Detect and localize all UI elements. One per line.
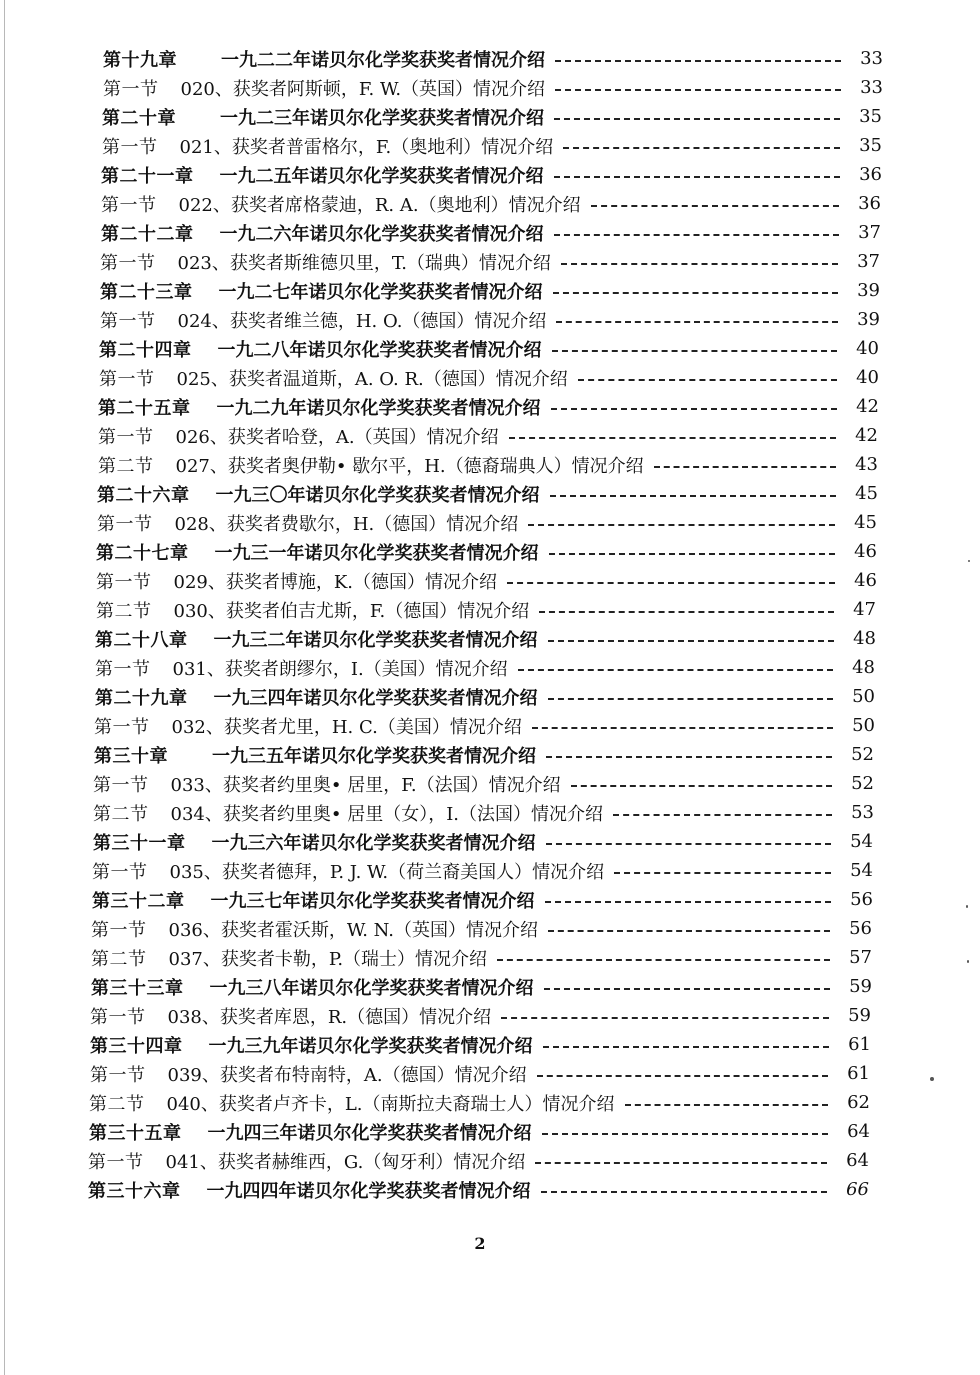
toc-entry-title: 一九二五年诺贝尔化学奖获奖者情况介绍	[219, 165, 544, 187]
toc-page-number: 64	[846, 1150, 869, 1171]
dot-leader	[545, 901, 832, 903]
toc-entry-label: 第三十五章	[89, 1122, 182, 1144]
toc-entry-label: 第一节	[99, 368, 155, 390]
toc-section-row	[0, 1146, 980, 1175]
toc-chapter-row	[0, 1117, 980, 1146]
scan-speck	[967, 960, 969, 963]
toc-entry-label: 第一节	[101, 194, 157, 216]
toc-entry-title: 一九三六年诺贝尔化学奖获奖者情况介绍	[211, 832, 536, 854]
toc-page-number: 52	[851, 773, 874, 794]
toc-entry-label: 第一节	[100, 252, 156, 274]
toc-section-row	[0, 653, 980, 682]
toc-page-number: 37	[857, 251, 880, 272]
toc-entry-label: 第三十三章	[91, 977, 184, 999]
toc-chapter-row	[0, 885, 980, 914]
dot-leader	[578, 379, 837, 381]
toc-entry-title: 一九三九年诺贝尔化学奖获奖者情况介绍	[208, 1035, 533, 1057]
toc-entry-label: 第一节	[90, 1006, 146, 1028]
toc-entry-label: 第三十六章	[88, 1180, 181, 1202]
toc-page-number: 59	[849, 976, 872, 997]
toc-page-number: 39	[857, 309, 880, 330]
toc-entry-title: 038、获奖者库恩，R.（德国）情况介绍	[167, 1006, 492, 1028]
dot-leader	[561, 263, 838, 265]
toc-entry-title: 一九三五年诺贝尔化学奖获奖者情况介绍	[212, 745, 536, 767]
dot-leader	[537, 1075, 828, 1077]
toc-page-number: 40	[856, 338, 879, 359]
toc-page-number: 35	[859, 106, 882, 127]
toc-page-number: 33	[860, 77, 883, 98]
dot-leader	[591, 205, 839, 207]
toc-chapter-row	[0, 682, 980, 711]
toc-page-number: 36	[858, 193, 881, 214]
toc-section-row	[0, 595, 980, 624]
toc-entry-title: 033、获奖者约里奥• 居里，F.（法国）情况介绍	[170, 774, 561, 796]
dot-leader	[549, 553, 836, 555]
toc-chapter-row	[0, 392, 980, 421]
toc-section-row	[0, 711, 980, 740]
toc-page-number: 66	[846, 1179, 869, 1200]
toc-entry-label: 第一节	[88, 1151, 144, 1173]
toc-page-number: 36	[859, 164, 882, 185]
toc-entry-label: 第二十六章	[97, 484, 190, 506]
toc-entry-title: 034、获奖者约里奥• 居里（女），I.（法国）情况介绍	[170, 803, 604, 825]
toc-entry-title: 025、获奖者温道斯，A. O. R.（德国）情况介绍	[176, 368, 568, 390]
toc-entry-label: 第一节	[92, 861, 148, 883]
toc-entry-label: 第二十二章	[101, 223, 194, 245]
dot-leader	[548, 698, 834, 700]
toc-entry-label: 第三十章	[94, 745, 168, 767]
toc-page-number: 45	[855, 483, 878, 504]
toc-page-number: 45	[854, 512, 877, 533]
toc-chapter-row	[0, 218, 980, 247]
toc-chapter-row	[0, 102, 980, 131]
toc-entry-title: 028、获奖者费歇尔，H.（德国）情况介绍	[174, 513, 519, 535]
toc-section-row	[0, 798, 980, 827]
toc-entry-title: 035、获奖者德拜，P. J. W.（荷兰裔美国人）情况介绍	[169, 861, 605, 883]
dot-leader	[554, 234, 840, 236]
dot-leader	[550, 495, 837, 497]
toc-page-number: 48	[853, 628, 876, 649]
toc-section-row	[0, 73, 980, 102]
dot-leader	[507, 582, 835, 584]
dot-leader	[551, 408, 838, 410]
dot-leader	[518, 669, 833, 671]
toc-section-row	[0, 566, 980, 595]
toc-entry-title: 037、获奖者卡勒，P.（瑞士）情况介绍	[168, 948, 488, 970]
toc-chapter-row	[0, 1030, 980, 1059]
toc-section-row	[0, 421, 980, 450]
toc-chapter-row	[0, 537, 980, 566]
toc-page-number: 47	[853, 599, 876, 620]
toc-section-row	[0, 914, 980, 943]
toc-section-row	[0, 769, 980, 798]
toc-chapter-row	[0, 624, 980, 653]
toc-entry-title: 039、获奖者布特南特，A.（德国）情况介绍	[167, 1064, 527, 1086]
toc-entry-label: 第二十九章	[95, 687, 188, 709]
dot-leader	[613, 814, 832, 816]
toc-page-number: 56	[849, 918, 872, 939]
toc-page-number: 52	[851, 744, 874, 765]
dot-leader	[552, 350, 838, 352]
scan-speck	[966, 905, 968, 908]
toc-entry-label: 第二十章	[102, 107, 176, 129]
toc-entry-label: 第一节	[98, 426, 154, 448]
dot-leader	[541, 1191, 828, 1193]
toc-entry-title: 040、获奖者卢齐卡，L.（南斯拉夫裔瑞士人）情况介绍	[166, 1093, 615, 1115]
toc-entry-title: 031、获奖者朗缪尔，I.（美国）情况介绍	[172, 658, 508, 680]
toc-entry-title: 一九二七年诺贝尔化学奖获奖者情况介绍	[218, 281, 543, 303]
toc-entry-label: 第二节	[89, 1093, 145, 1115]
toc-entry-label: 第二节	[91, 948, 147, 970]
dot-leader	[554, 176, 841, 178]
toc-section-row	[0, 450, 980, 479]
toc-entry-title: 027、获奖者奥伊勒• 歇尔平，H.（德裔瑞典人）情况介绍	[175, 455, 644, 477]
toc-page-number: 43	[855, 454, 878, 475]
toc-page-number: 46	[854, 570, 877, 591]
toc-entry-label: 第一节	[94, 716, 150, 738]
toc-chapter-row	[0, 334, 980, 363]
toc-entry-title: 一九二二年诺贝尔化学奖获奖者情况介绍	[221, 49, 545, 71]
toc-section-row	[0, 131, 980, 160]
toc-entry-title: 一九三〇年诺贝尔化学奖获奖者情况介绍	[215, 484, 540, 506]
toc-entry-label: 第二节	[93, 803, 149, 825]
toc-entry-title: 一九二八年诺贝尔化学奖获奖者情况介绍	[217, 339, 542, 361]
dot-leader	[625, 1104, 828, 1106]
toc-entry-title: 020、获奖者阿斯顿，F. W.（英国）情况介绍	[180, 78, 546, 100]
dot-leader	[543, 1046, 830, 1048]
toc-chapter-row	[0, 479, 980, 508]
toc-entry-title: 022、获奖者席格蒙迪，R. A.（奥地利）情况介绍	[178, 194, 581, 216]
toc-entry-title: 一九二六年诺贝尔化学奖获奖者情况介绍	[219, 223, 544, 245]
toc-entry-label: 第二十四章	[99, 339, 192, 361]
toc-page-number: 54	[850, 860, 873, 881]
toc-entry-label: 第一节	[96, 571, 152, 593]
toc-section-row	[0, 363, 980, 392]
toc-section-row	[0, 856, 980, 885]
toc-page-number: 54	[850, 831, 873, 852]
toc-entry-label: 第一节	[90, 1064, 146, 1086]
toc-chapter-row	[0, 160, 980, 189]
toc-entry-label: 第二十八章	[95, 629, 188, 651]
toc-page-number: 50	[852, 715, 875, 736]
toc-page-number: 42	[856, 396, 879, 417]
toc-entry-title: 030、获奖者伯吉尤斯，F.（德国）情况介绍	[173, 600, 530, 622]
table-of-contents	[0, 44, 980, 1204]
dot-leader	[553, 292, 839, 294]
toc-page-number: 33	[860, 48, 883, 69]
toc-entry-title: 一九三七年诺贝尔化学奖获奖者情况介绍	[210, 890, 535, 912]
dot-leader	[542, 1133, 829, 1135]
toc-section-row	[0, 1088, 980, 1117]
toc-entry-label: 第一节	[91, 919, 147, 941]
toc-page-number: 57	[849, 947, 872, 968]
toc-section-row	[0, 247, 980, 276]
toc-entry-label: 第二节	[96, 600, 152, 622]
dot-leader	[532, 727, 833, 729]
toc-entry-title: 036、获奖者霍沃斯，W. N.（英国）情况介绍	[168, 919, 538, 941]
dot-leader	[535, 1162, 827, 1164]
toc-section-row	[0, 943, 980, 972]
dot-leader	[571, 785, 832, 787]
toc-chapter-row	[0, 740, 980, 769]
toc-page-number: 35	[859, 135, 882, 156]
dot-leader	[528, 524, 835, 526]
dot-leader	[544, 988, 831, 990]
toc-page-number: 61	[848, 1034, 871, 1055]
toc-entry-title: 029、获奖者博施，K.（德国）情况介绍	[173, 571, 498, 593]
toc-section-row	[0, 508, 980, 537]
toc-entry-title: 024、获奖者维兰德，H. O.（德国）情况介绍	[177, 310, 547, 332]
toc-page-number: 37	[858, 222, 881, 243]
toc-page-number: 50	[852, 686, 875, 707]
toc-entry-title: 一九二九年诺贝尔化学奖获奖者情况介绍	[216, 397, 541, 419]
toc-section-row	[0, 1059, 980, 1088]
toc-chapter-row	[0, 1175, 980, 1204]
dot-leader	[614, 872, 831, 874]
toc-entry-label: 第二十三章	[100, 281, 193, 303]
toc-page-number: 59	[848, 1005, 871, 1026]
dot-leader	[501, 1017, 829, 1019]
dot-leader	[548, 930, 830, 932]
toc-entry-label: 第三十四章	[90, 1035, 183, 1057]
toc-entry-label: 第三十二章	[92, 890, 185, 912]
toc-chapter-row	[0, 276, 980, 305]
toc-entry-title: 041、获奖者赫维西，G.（匈牙利）情况介绍	[165, 1151, 526, 1173]
toc-chapter-row	[0, 972, 980, 1001]
dot-leader	[556, 321, 838, 323]
toc-page-number: 64	[847, 1121, 870, 1142]
dot-leader	[654, 466, 836, 468]
dot-leader	[546, 756, 832, 758]
toc-entry-title: 一九三二年诺贝尔化学奖获奖者情况介绍	[213, 629, 538, 651]
toc-entry-label: 第一节	[102, 136, 158, 158]
toc-entry-title: 023、获奖者斯维德贝里，T.（瑞典）情况介绍	[177, 252, 551, 274]
scan-speck	[968, 560, 970, 562]
dot-leader	[563, 147, 840, 149]
toc-page-number: 39	[857, 280, 880, 301]
dot-leader	[539, 611, 834, 613]
toc-chapter-row	[0, 44, 980, 73]
toc-page-number: 48	[852, 657, 875, 678]
dot-leader	[497, 959, 830, 961]
toc-page-number: 53	[851, 802, 874, 823]
toc-entry-label: 第十九章	[103, 49, 177, 71]
toc-entry-label: 第二十一章	[101, 165, 194, 187]
toc-entry-title: 一九四四年诺贝尔化学奖获奖者情况介绍	[206, 1180, 531, 1202]
toc-entry-label: 第二节	[98, 455, 154, 477]
footer-page-number: 2	[474, 1234, 486, 1253]
dot-leader	[555, 89, 841, 91]
toc-page-number: 61	[847, 1063, 870, 1084]
toc-entry-title: 一九四三年诺贝尔化学奖获奖者情况介绍	[207, 1122, 532, 1144]
toc-section-row	[0, 1001, 980, 1030]
toc-page-number: 46	[854, 541, 877, 562]
toc-entry-title: 032、获奖者尤里，H. C.（美国）情况介绍	[171, 716, 522, 738]
toc-entry-title: 一九三一年诺贝尔化学奖获奖者情况介绍	[214, 542, 539, 564]
dot-leader	[554, 118, 840, 120]
toc-entry-label: 第一节	[103, 78, 159, 100]
toc-entry-title: 一九三四年诺贝尔化学奖获奖者情况介绍	[213, 687, 538, 709]
toc-section-row	[0, 189, 980, 218]
toc-entry-label: 第一节	[93, 774, 149, 796]
dot-leader	[509, 437, 836, 439]
toc-entry-label: 第二十七章	[96, 542, 189, 564]
toc-section-row	[0, 305, 980, 334]
scan-speck	[930, 1077, 934, 1081]
toc-page-number: 42	[855, 425, 878, 446]
toc-entry-label: 第一节	[100, 310, 156, 332]
toc-entry-title: 一九三八年诺贝尔化学奖获奖者情况介绍	[209, 977, 534, 999]
toc-page-number: 62	[847, 1092, 870, 1113]
toc-entry-label: 第二十五章	[98, 397, 191, 419]
toc-entry-title: 026、获奖者哈登，A.（英国）情况介绍	[175, 426, 499, 448]
toc-entry-label: 第一节	[95, 658, 151, 680]
toc-chapter-row	[0, 827, 980, 856]
dot-leader	[555, 60, 841, 62]
toc-entry-title: 021、获奖者普雷格尔，F.（奥地利）情况介绍	[179, 136, 554, 158]
dot-leader	[548, 640, 835, 642]
toc-entry-title: 一九二三年诺贝尔化学奖获奖者情况介绍	[220, 107, 544, 129]
toc-page-number: 56	[850, 889, 873, 910]
toc-entry-label: 第一节	[97, 513, 153, 535]
toc-entry-label: 第三十一章	[93, 832, 186, 854]
toc-page-number: 40	[856, 367, 879, 388]
dot-leader	[546, 843, 832, 845]
